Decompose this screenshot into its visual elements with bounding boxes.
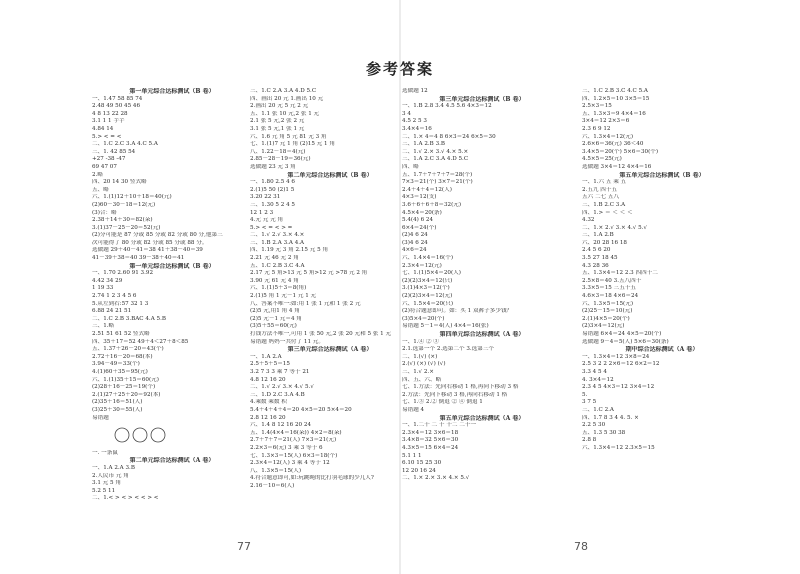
answer-line: 六、1.3×5＝15(元) [582,300,633,307]
answer-line: 2.人民币 元 角 [92,472,129,479]
answer-line: (3)5×4＝20(个) [402,315,445,322]
answer-line: 三、1.A 2.B [582,232,614,239]
answer-line: 3.4×4＝16 [402,125,432,132]
answer-line: 3.6＋6＋6＋8＝32(元) [402,201,462,208]
answer-line: 5.从左到右:57 32 1 3 [92,300,149,307]
answer-line: 2.38＋14＋30＝82(朵) [92,217,153,224]
answer-line: 2.8 12 16 20 [250,414,286,421]
answer-line: 选做题 9－4＝5(人) 5×6＝30(条) [582,338,669,345]
answer-line: (2)35＋16＝51(人) [92,399,143,406]
answer-line: 3.3×5＝15 三五十五 [582,285,637,292]
answer-column-2 [250,88,410,490]
answer-line: 4.3×5＝15 6×4＝24 [402,444,459,451]
answer-line: 4.(1)60＋35＝95(元) [92,368,148,375]
answer-line: (2)分可能是 87 分或 85 分或 82 分或 80 分,他第三 [92,232,223,239]
answer-line: 一、1.六 五 乘 五 [582,179,627,186]
answer-line: 三、1.C 2.B 3.C 4.C 5.A [582,88,648,94]
answer-line: 2.3×4＝12(人) 3 乘 4 等于 12 [250,460,330,467]
answer-line: 3 4 [402,110,411,117]
answer-line: 2.3×4＝12 3×6＝18 [402,429,459,436]
answer-line: 六、1.3×4＝12(元) [582,133,633,140]
answer-line: 七、1.方法：先向右移动 1 格,再向下移动 3 格 [402,384,519,391]
answer-line: 6×4＝24(个) [402,224,437,231]
answer-line: 二、1.× 4＝4 8 6×3＝24 6×5＝30 [402,133,496,140]
answer-line: (2)5 元,用1 角 4 角 [250,308,300,315]
answer-line: 12 1 2 3 [250,209,274,216]
answer-line: 4 8 13 22 28 [92,110,128,117]
answer-line: (3)合：略 [92,209,117,216]
answer-line: 六、1.(1)5＋3＝8(角) [250,285,307,292]
answer-line: 2.5×3＝15 [582,103,612,110]
answer-line: 2.17 元 5 角>13 元 5 角>12 元 >78 元 2 角 [250,270,368,277]
answer-line: (2)5 元－1 元＝4 角 [250,315,302,322]
answer-line: 四、20 14 30 竖式略 [92,179,147,186]
page-number-left: 77 [237,540,251,553]
answer-line: 2.7＋7＋7＝21(人) 7×3＝21(元) [250,437,337,444]
answer-line: 2.48 49 50 45 46 [92,103,141,110]
answer-line: 2.4＋4＋4＝12(人) [402,186,452,193]
answer-line: 3.20 22 31 [250,194,281,201]
answer-line: 2.(1)27＋25＋20＝92(本) [92,391,161,398]
answer-line: 2.85－28－19＝36(元) [250,156,311,163]
answer-line: 2.(√) (×) (√) (√) [402,361,446,368]
answer-line: 3 7 5 [582,399,597,406]
answer-line: 2.21 元 46 元 2 角 [250,255,299,262]
answer-line: 四、35＋17＝52 49＋4＜27＋8＜85 [92,338,189,345]
answer-line: 69 47 07 [92,163,117,170]
answer-line: 4.6×3＝18 4×6＝24 [582,293,639,300]
answer-line: 5.4(4) 6 24 [402,217,434,224]
answer-line: 4.5×5＝25(元) [582,156,622,163]
answer-line: 三、1.C 2.A [582,406,614,413]
section-heading: 第五单元综合达标测试（B 卷） [619,171,705,179]
answer-line: 选做题 29＋40－41＝38 41＋38－40＝39 [92,247,203,254]
answer-line: 2.6×6＝36(元) 36＜40 [582,141,644,148]
page-title: 参考答案 [365,60,434,78]
answer-line: (2)(2)3×4＝12(只) [402,277,453,284]
answer-line: 12 20 16 24 [402,467,436,474]
answer-line: 打钱方法不唯一,可用 1 张 50 元,2 张 20 元和 5 张 1 元 [250,331,392,337]
answer-line: 41－39＋38＝40 39－38＋40＝41 [92,255,185,262]
answer-line: 八、1.3×5＝15(人) [250,467,301,474]
answer-line: 3×4＝12 2×3＝6 [582,118,630,125]
answer-line: 二、1.√ 2.× 3.√ 4.× 5.× [402,148,469,155]
answer-line: 一、1.3×4＝12 3×8＝24 [582,353,650,360]
answer-line: 四、画出 20 元 1.画出 10 元 [250,95,324,102]
answer-line: 一、1.A 2.A [250,353,282,360]
answer-line: (2)符合题意即可。如：买 1 双裤子多少钱？ [402,308,513,315]
answer-line: 2.1 张 5 元,2 张 2 元 [250,118,305,125]
answer-line: 五、1.3 5 30 38 [582,429,626,436]
answer-line: 八、1.22－18＝4(元) [250,148,306,155]
answer-line: 2.5 3 2 2 2×6＝12 6×2＝12 [582,361,660,368]
answer-line: 六、1.6 元 角 5 元 81 元 3 角 [250,133,327,140]
answer-line: 五、1.1 张 10 元,2 张 1 元 [250,110,320,117]
answer-line: 2.(1)4×5＝20(个) [582,315,630,322]
answer-line: 二、1.× 2.√ 3.× 4.√ 5.√ [582,224,648,231]
answer-line: 五、略 [92,186,109,193]
answer-line: (2)28＋16－25＝19(个) [92,384,156,391]
answer-line: 选做题 3×4＝12 4×4＝16 [582,163,652,170]
answer-line: 4.8 12 16 20 [250,376,286,383]
answer-line: 七、1.(1)5×4＝20(人) [402,270,461,277]
answer-line: 四、1.19 元 3 角 2.15 元 5 角 [250,247,329,254]
answer-line: 六、1.(1)35＋15＝60(元) [92,376,159,383]
answer-line: (2)3×4＝12(元) [582,323,625,330]
answer-line: 2.略 [92,171,103,178]
answer-line: 五、1.3×3＝9 4×4＝16 [582,110,646,117]
section-heading: 期中综合达标测试（A 卷） [625,346,699,354]
answer-line: 二、1.< > < > < < > < [92,495,159,502]
answer-line: 5. [582,391,588,398]
answer-line: 3.4×8＝32 5×6＝30 [402,437,459,444]
answer-line: 2.3 4 5 4×3＝12 3×4＝12 [582,384,655,391]
answer-line: 三、1.√ 2.× [402,368,434,375]
answer-line: 3.1 元 5 角 [92,480,121,487]
answer-line: 三、1.30 5 2 4 5 [250,201,295,208]
answer-line: 3.(1)4×3＝12(个) [402,285,450,292]
answer-line: 3.1 张 5 元,1 张 1 元 [250,125,305,132]
answer-line: 四、1.2×5＝10 3×5＝15 [582,95,650,102]
answer-line: 2.5＋5＋5＝15 [250,361,290,368]
answer-line: 易错题 妈妈一共付了 11 元。 [250,338,324,345]
answer-line: 2.3 6 9 12 [582,125,611,132]
circle-diagram-icon [110,424,170,446]
answer-line: 4. 3×4＝12 [582,376,614,383]
answer-line: 六、1.(1)12＋10＋18＝40(元) [92,194,172,201]
answer-line: 4.42 34 29 [92,277,123,284]
answer-line: 易错题 4 [402,406,425,413]
section-heading: 第二单元综合达标测试（B 卷） [287,171,373,179]
answer-line: 4×3＝12(支) [402,194,437,201]
answer-line: 次可能得了 80 分或 82 分或 85 分或 88 分。 [92,239,208,246]
answer-line: 2.5×8＝40 3.五八四十 [582,277,642,284]
page-number-right: 78 [574,540,588,553]
answer-line: 选做题 23 元 3 角 [250,163,296,170]
answer-line: 2.(1)5 角 1 元－1 元 1 元 [250,293,317,300]
answer-line: 2.画出 20 元 5 元 2 元 [250,103,309,110]
answer-line: 六、1.4 8 12 16 20 24 [250,422,312,429]
answer-line: 一、1.80 2.5 4 6 [250,179,295,186]
answer-line: 5.> < = < > = [250,224,293,231]
answer-line: 六、1.4×4＝16(个) [402,255,453,262]
answer-line: 2.16－10＝6(人) [250,482,295,489]
answer-line: 6.10 15 25 30 [402,460,442,467]
answer-line: (2)60－30－18＝12(元) [92,201,156,208]
answer-line: 二、1.√ 2.√ 3.× 4.√ 5.√ [250,384,314,391]
answer-column-3 [402,88,562,483]
section-label: 易错题 [92,414,109,421]
answer-line: 3.90 元 61 元 4 角 [250,277,299,284]
answer-line: (2)25－15＝10(元) [582,308,633,315]
answer-line: 四、1.7 8 3 4 4. 5. × [582,414,639,421]
answer-line: 二、1.(√) (×) [402,353,438,360]
answer-line: 三、1.B 2.C 3.A [582,201,626,208]
answer-line: (3)25＋30＝55(人) [92,406,143,413]
answer-line: 3.4×5＝20(个) 5×6＝30(个) [582,148,659,155]
answer-line: 2.72＋16－20＝68(本) [92,353,153,360]
answer-line: 3.94－49＝33(个) [92,361,140,368]
section-heading: 第二单元综合达标测试（A 卷） [129,457,215,465]
answer-line: 一、1.④ ② ③ [402,338,439,345]
answer-line: 2.4 5 6 20 [582,247,611,254]
answer-line: 2.8 8 [582,437,597,444]
section-heading: 第一单元综合达标测试（B 卷） [129,262,215,270]
answer-line: (3)5＋55＝60(元) [250,323,297,330]
answer-line: 四、1.> ＝ ＜ ＜ ＜ [582,209,633,216]
answer-line: 5.4＋4＋4＋4＝20 4×5＝20 5×4＝20 [250,406,352,413]
answer-line: 一、1.47 58 85 74 [92,95,143,102]
answer-line: 七、1.③ 2.② 倒退 ② ④ 倒退 1 [402,399,483,406]
answer-line: 5.2 5 11 [92,487,116,494]
answer-line: 三、1.B 2.A 3.A 4.A [250,239,305,246]
answer-line: (2)(2)3×4＝12(元) [402,293,453,300]
answer-line: 2.(1)5 50 (2)1 5 [250,186,295,193]
section-heading: 第一单元综合达标测试（B 卷） [129,88,215,95]
answer-line: 3.5 27 18 45 [582,255,618,262]
answer-line: 三、1.C 2.A 3.A 4.D 5.C [250,88,317,94]
answer-line: 三、1.A 2.B 3.B [402,141,446,148]
answer-line: 易错题 5－1＝4(人) 4×4＝16(张) [402,323,489,330]
answer-column-1 [92,88,252,503]
answer-line: 4.符合题意即可,如:玩跳绳的比打羽毛球的少几人? [250,475,374,482]
answer-line: 五、1.3×4＝12 2.3 四四十二 [582,270,658,277]
answer-line: 五、1.4(4×4＝16(朵)) 4×2＝8(朵) [250,429,342,436]
answer-line: 1 19 33 [92,285,114,292]
answer-line: 4.84 14 [92,125,114,132]
section-heading: 第四单元综合达标测试（A 卷） [439,331,525,338]
answer-line: 五、1.37＋26－20＝43(个) [92,346,164,353]
answer-line: 一、1.B 2.8 3.4 4.5 5.6 4×3＝12 [402,103,492,110]
answer-line: 3.2 7 3 3 乘 7 等于 21 [250,368,310,375]
answer-line: 4.元 元 元 角 [250,217,284,224]
answer-line: 二、1.√ 2.√ 3.× 4.× [250,232,305,239]
answer-line: 一、1.A 2.A 3.B [92,464,135,471]
answer-line: 七、1.3×3＝15(人) 6×3＝18(个) [250,452,338,459]
answer-line: 5.1 1 1 [402,452,422,459]
answer-line: 一、1.70 2.60 91 3.92 [92,270,154,277]
answer-line: 三、1. 42 85 54 [92,148,136,155]
answer-line: 3.1 1 1 芋芋 [92,118,125,125]
answer-line: 一. 一条鼠 [92,449,118,456]
answer-line: 3.(1)37－25－20＝52(元) [92,224,161,231]
answer-line: 三、1.A 2.C 3.A 4.D 5.C [402,156,469,163]
answer-line: 4.3 28 36 [582,262,609,269]
answer-line: 六、1.5×4＝20(只) [402,300,453,307]
answer-line: 6.88 24 21 51 [92,308,132,315]
answer-line: 4.乘数 乘数 积 [250,399,287,406]
section-heading: 第三单元综合达标测试（B 卷） [439,95,525,103]
answer-line: 5.> < = < [92,133,122,140]
answer-line: 2.51 51 61 52 竖式略 [92,331,150,337]
answer-line: 2.五九 四十五 [582,186,618,193]
answer-line: (2)4 6 24 [402,232,428,239]
answer-line: 4.5×4＝20(条) [402,209,442,216]
answer-line: 3.3 4 5 4 [582,368,607,375]
answer-line: 易错题 6×4＝24 4×5＝20(个) [582,331,662,337]
answer-line: +27 -38 -47 [92,156,126,163]
answer-line: 二、1.× 2.× 3.× 4.× 5.√ [402,475,470,482]
answer-column-4 [582,88,742,453]
answer-line: 三、1.D 2.C 3.A 4.B [250,391,305,398]
answer-line: 4.32 [582,217,595,224]
answer-line: 一、1.二十 二 十 十二 二十一 [402,422,476,429]
answer-line: 2.1.选第一个 2.选第二个 3.选第三个 [402,346,495,353]
answer-line: 2.2 5 30 [582,422,606,429]
answer-line: 4.5 2 5 3 [402,118,427,125]
answer-line: 七、1.(1)7 元 1 角 (2)15 元 1 角 [250,141,335,148]
answer-line: 五六 二七 五八 [582,194,620,201]
answer-line: 四、略 [402,163,419,170]
answer-line: 八、答案不唯一:如:用 1 张 1 元和 1 张 2 元 [250,300,361,307]
answer-line: 选做题 12 [402,88,428,94]
answer-line: 二、1.C 2.B 3.BAC 4.A 5.B [92,315,166,322]
answer-line: 2.2×3＝6(元) 3 乘 3 等于 6 [250,444,323,451]
answer-line: 五、1.7＋7＋7＋7＝28(个) [402,171,473,178]
answer-line: 六、1.3×4＝12 2.3×5＝15 [582,444,655,451]
answer-line: 4×6＝24 [402,247,427,254]
answer-line: 2.3×4＝12(元) [402,262,442,269]
section-heading: 第三单元综合达标测试（A 卷） [287,346,373,354]
answer-line: (3)4 6 24 [402,239,428,246]
answer-line: 五、1.C 2.B 3.C 4.A [250,262,305,269]
answer-line: 二、1.C 2.C 3.A 4.C 5.A [92,141,158,148]
section-heading: 第五单元综合达标测试（A 卷） [439,414,525,422]
answer-line: 六、20 28 16 18 [582,239,627,246]
answer-line: 2.74 1 2 3 4 5 6 [92,293,137,300]
answer-line: 2.方法：先向下移动 3 格,再向右移动 1 格 [402,391,508,398]
answer-line: 7×3＝21(个) 3×7＝21(个) [402,179,473,186]
answer-line: 四、五、六、略 [402,376,442,383]
answer-line: 三、1.略 [92,323,115,330]
